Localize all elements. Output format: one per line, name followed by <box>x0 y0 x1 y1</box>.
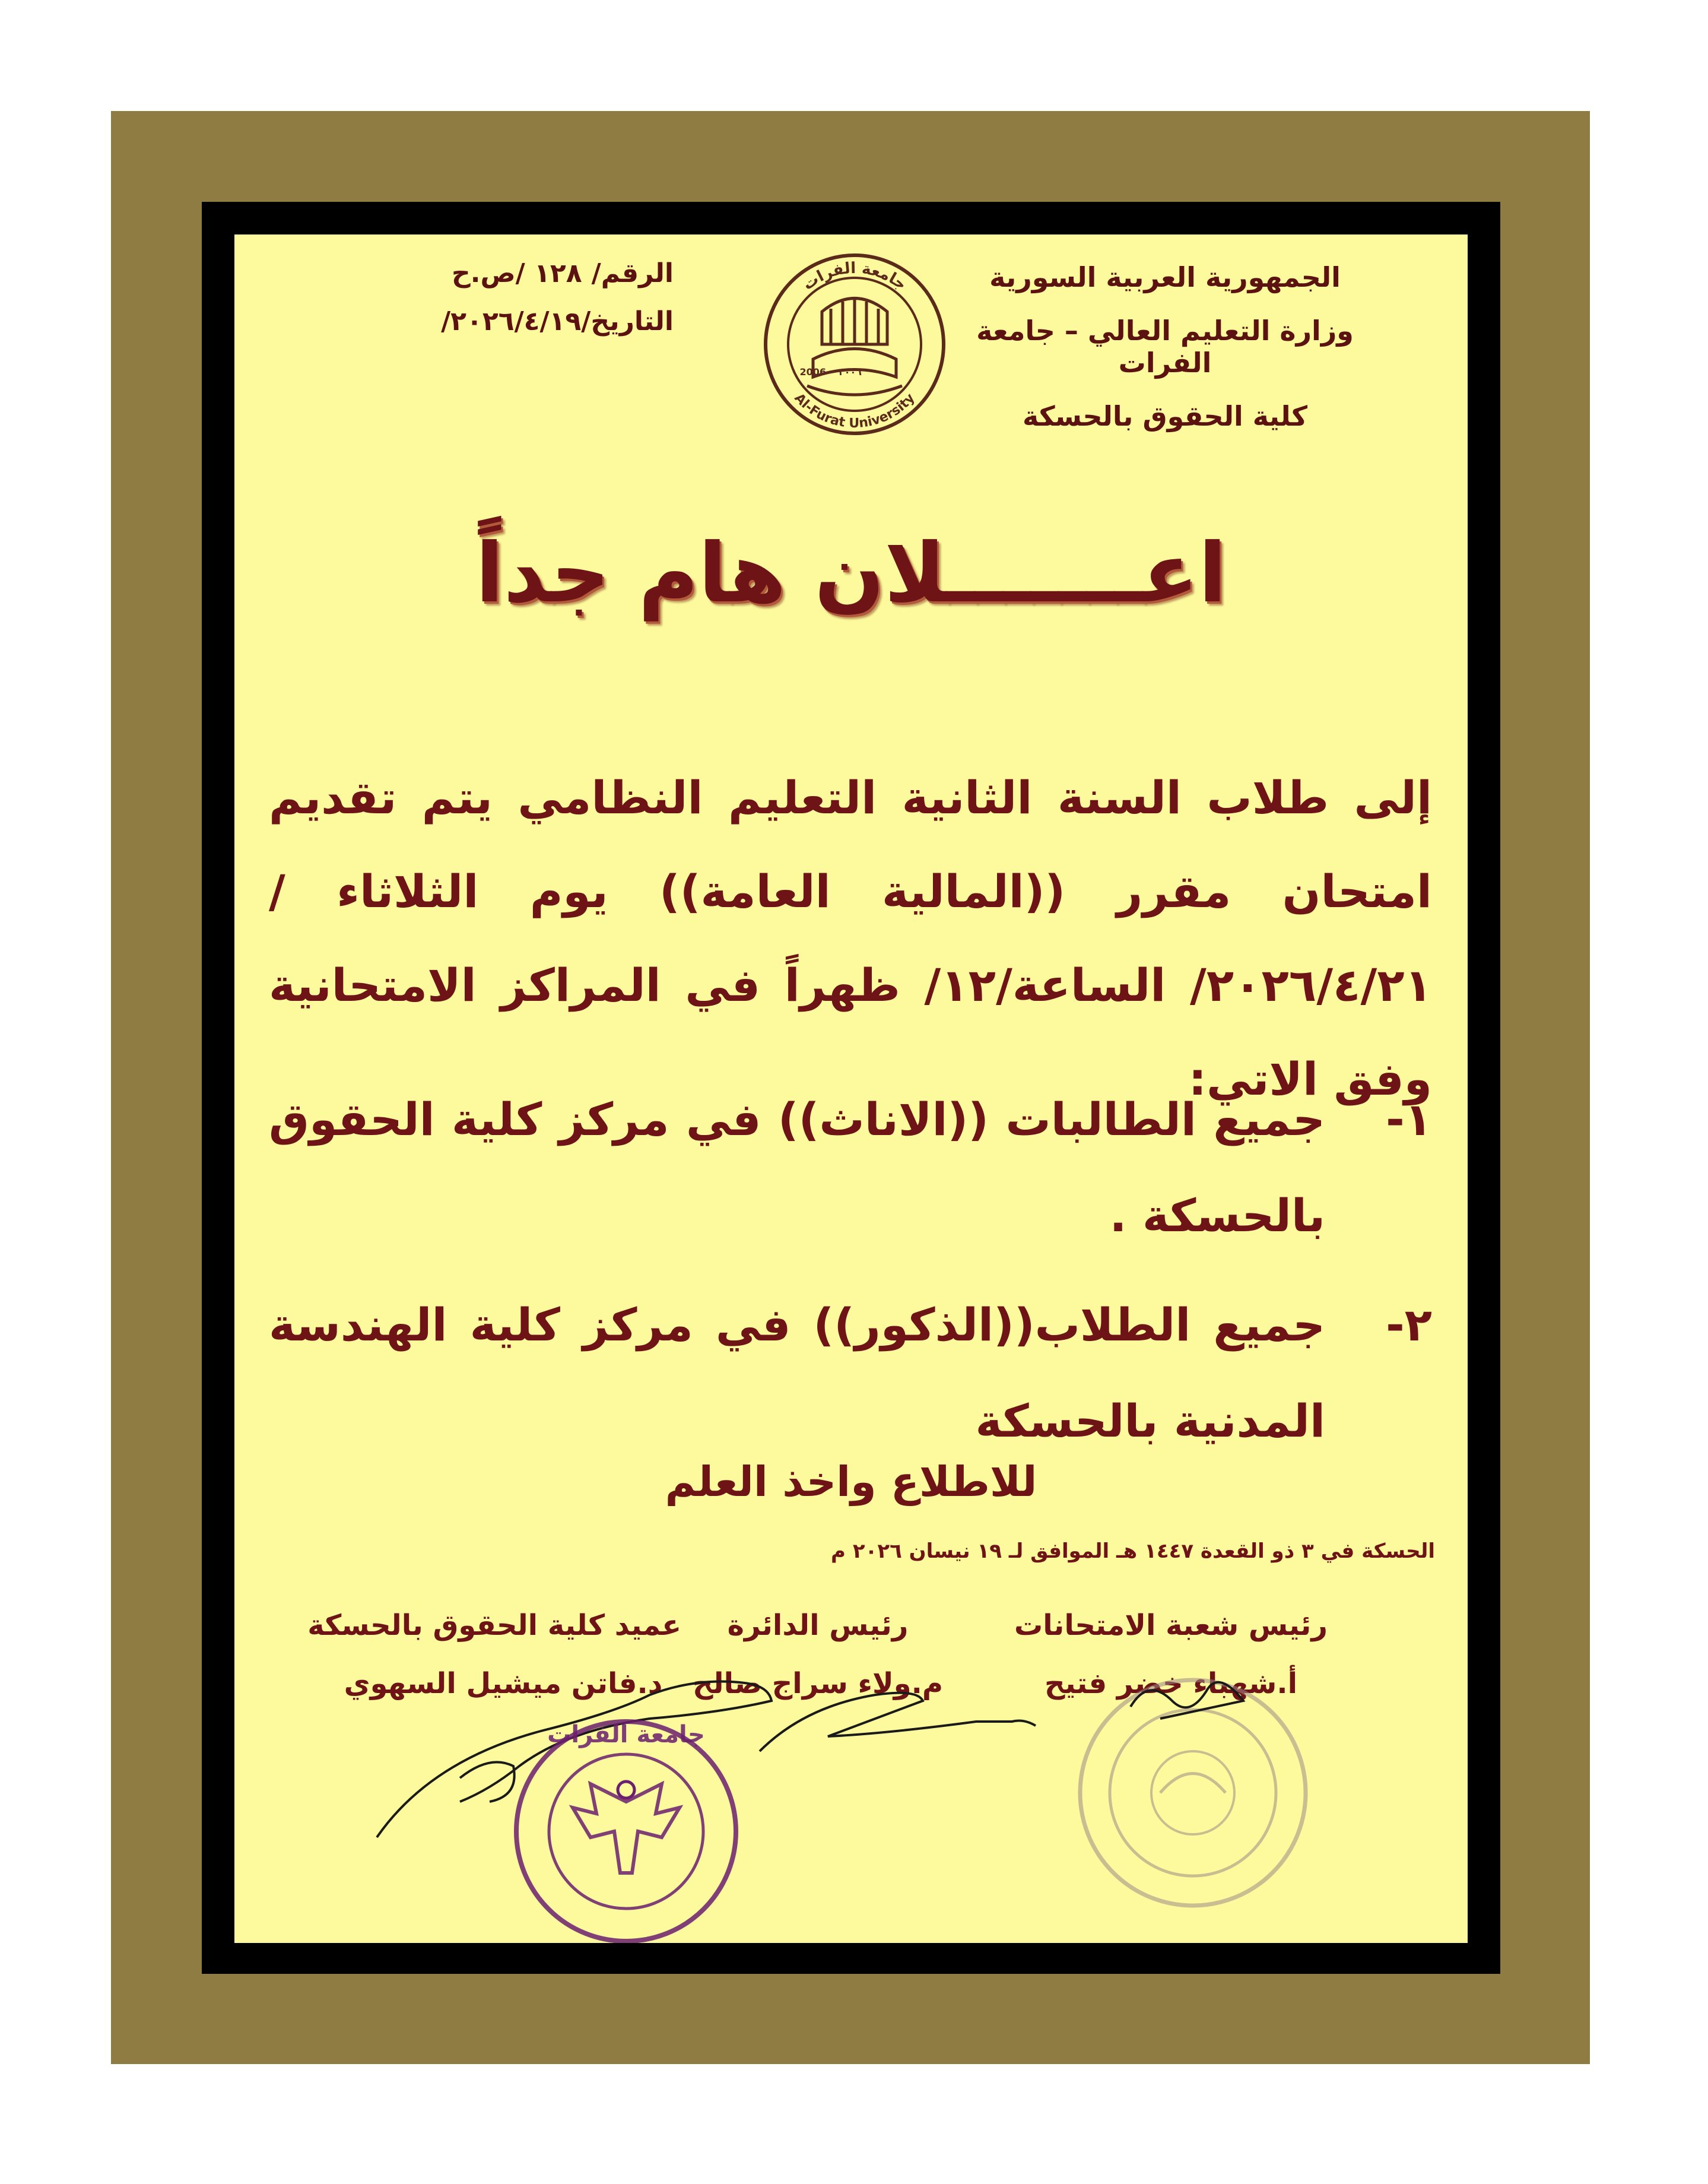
reference-date <box>341 306 674 337</box>
issue-dateline: الحسكة في ٣ ذو القعدة ١٤٤٧ هـ الموافق لـ ١٩ نيسان ٢٠٢٦ م <box>831 1539 1435 1563</box>
list-item <box>269 1072 1432 1264</box>
header-line-country: الجمهورية العربية السورية <box>989 261 1341 293</box>
document-page <box>234 234 1468 1943</box>
announcement-title: اعـــــــلان هام جداً <box>475 525 1227 621</box>
signature-dean <box>307 1609 681 1700</box>
signature-role: رئيس شعبة الامتحانات <box>1014 1609 1328 1642</box>
university-emblem-icon <box>760 249 950 439</box>
reference-number-label: الرقم/ <box>591 258 674 289</box>
reference-date-value: ٢٠٢٦/٤/١٩/ <box>441 306 582 337</box>
svg-text:جامعة الفرات: جامعة الفرات <box>547 1721 705 1748</box>
exam-centers-list <box>269 1072 1432 1482</box>
signature-name: د.فاتن ميشيل السهوي <box>344 1667 663 1700</box>
signature-name: أ.شهباء خضر فتيح <box>1044 1667 1298 1700</box>
list-item <box>269 1277 1432 1469</box>
list-item-number: ١- <box>1386 1093 1432 1146</box>
header-institution <box>939 261 1390 454</box>
reference-number <box>341 258 674 289</box>
svg-text:2006: 2006 <box>799 366 826 378</box>
header-line-faculty: كلية الحقوق بالحسكة <box>1023 400 1307 432</box>
header-line-ministry: وزارة التعليم العالي – جامعة الفرات <box>976 315 1354 379</box>
announcement-body: إلى طلاب السنة الثانية التعليم النظامي يتم تقديم امتحان مقرر ((المالية العامة)) يوم الثلاثاء /٢٠٢٦/٤/٢١/ الساعة/١٢/ ظهراً في المراكز الامتحانية وفق الاتي: <box>269 771 1432 1105</box>
list-item-number: ٢- <box>1386 1298 1432 1351</box>
list-item-text: جميع الطالبات ((الاناث)) في مركز كلية الحقوق بالحسكة . <box>269 1093 1325 1242</box>
reference-number-value: ١٢٨ /ص.ح <box>452 258 582 289</box>
signature-scribble-middle <box>760 1693 1036 1751</box>
closing-line: للاطلاع واخذ العلم <box>665 1457 1037 1506</box>
signature-exams-head <box>1005 1609 1337 1700</box>
reference-date-label: التاريخ/ <box>581 306 674 337</box>
faded-round-stamp-icon <box>1080 1680 1306 1906</box>
svg-text:٢٠٠٦: ٢٠٠٦ <box>838 366 862 378</box>
signature-role: عميد كلية الحقوق بالحسكة <box>307 1609 681 1642</box>
svg-text:Al-Furat University: Al-Furat University <box>791 391 918 432</box>
signature-name: م.ولاء سراج صالح <box>692 1667 944 1700</box>
signature-department-head <box>687 1609 948 1700</box>
svg-text:جامعة الفرات: جامعة الفرات <box>799 259 910 294</box>
list-item-text: جميع الطلاب((الذكور)) في مركز كلية الهندسة المدنية بالحسكة <box>269 1298 1325 1447</box>
eagle-stamp-icon <box>516 1721 736 1941</box>
header-reference <box>341 258 674 354</box>
signature-role: رئيس الدائرة <box>727 1609 909 1642</box>
signature-scribble-left <box>377 1682 772 1838</box>
